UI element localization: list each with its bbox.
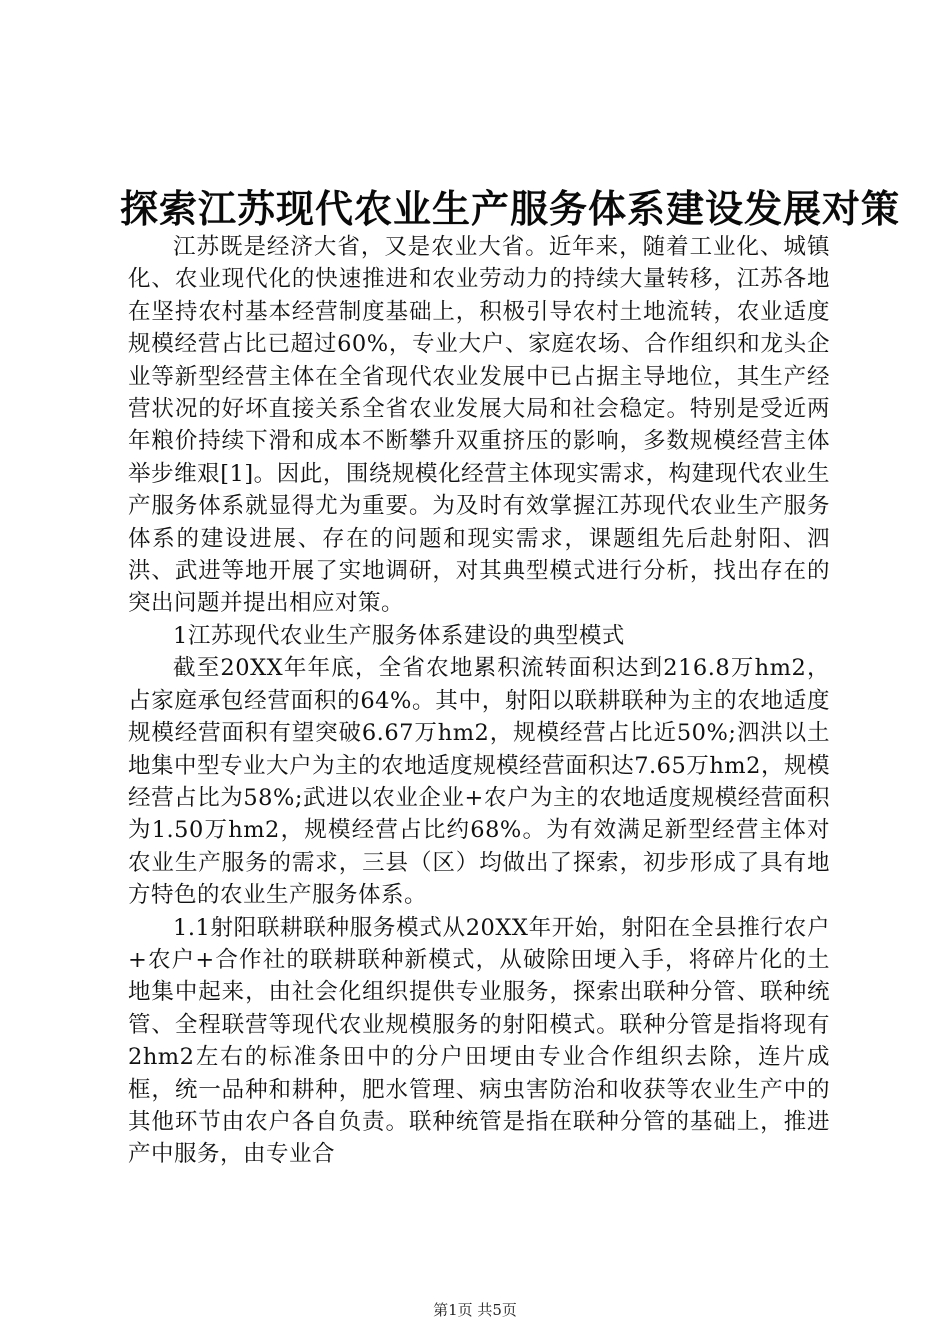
paragraph-statistics: 截至20XX年年底，全省农地累积流转面积达到216.8万hm2，占家庭承包经营面积的64%。其中，射阳以联耕联种为主的农地适度规模经营面积有望突破6.67万hm2，规模经营占比近50%;泗洪以土地集中型专业大户为主的农地适度规模经营面积达7.65万hm2，规模经营占比为58%;武进以农业企业+农户为主的农地适度规模经营面积为1.50万hm2，规模经营占比约68%。为有效满足新型经营主体对农业生产服务的需求，三县（区）均做出了探索，初步形成了具有地方特色的农业生产服务体系。 [128, 655, 830, 909]
paragraph-intro: 江苏既是经济大省，又是农业大省。近年来，随着工业化、城镇化、农业现代化的快速推进和农业劳动力的持续大量转移，江苏各地在坚持农村基本经营制度基础上，积极引导农村土地流转，农业适度规模经营占比已超过60%，专业大户、家庭农场、合作组织和龙头企业等新型经营主体在全省现代农业发展中已占据主导地位，其生产经营状况的好坏直接关系全省农业发展大局和社会稳定。特别是受近两年粮价持续下滑和成本不断攀升双重挤压的影响，多数规模经营主体举步维艰[1]。因此，围绕规模化经营主体现实需求，构建现代农业生产服务体系就显得尤为重要。为及时有效掌握江苏现代农业生产服务体系的建设进展、存在的问题和现实需求，课题组先后赴射阳、泗洪、武进等地开展了实地调研，对其典型模式进行分析，找出存在的突出问题并提出相应对策。 [128, 234, 830, 617]
page-footer: 第1页 共5页 [433, 1301, 517, 1319]
section-heading-1: 1江苏现代农业生产服务体系建设的典型模式 [173, 622, 625, 649]
document-body [128, 231, 830, 1171]
paragraph-section-1-1: 1.1射阳联耕联种服务模式从20XX年开始，射阳在全县推行农户+农户+合作社的联耕联种新模式，从破除田埂入手，将碎片化的土地集中起来，由社会化组织提供专业服务，探索出联种分管、联种统管、全程联营等现代农业规模服务的射阳模式。联种分管是指将现有2hm2左右的标准条田中的分户田埂由专业合作组织去除，连片成框，统一品种和耕种，肥水管理、病虫害防治和收获等农业生产中的其他环节由农户各自负责。联种统管是指在联种分管的基础上，推进产中服务，由专业合 [128, 914, 830, 1168]
document-title: 探索江苏现代农业生产服务体系建设发展对策 [120, 187, 901, 231]
